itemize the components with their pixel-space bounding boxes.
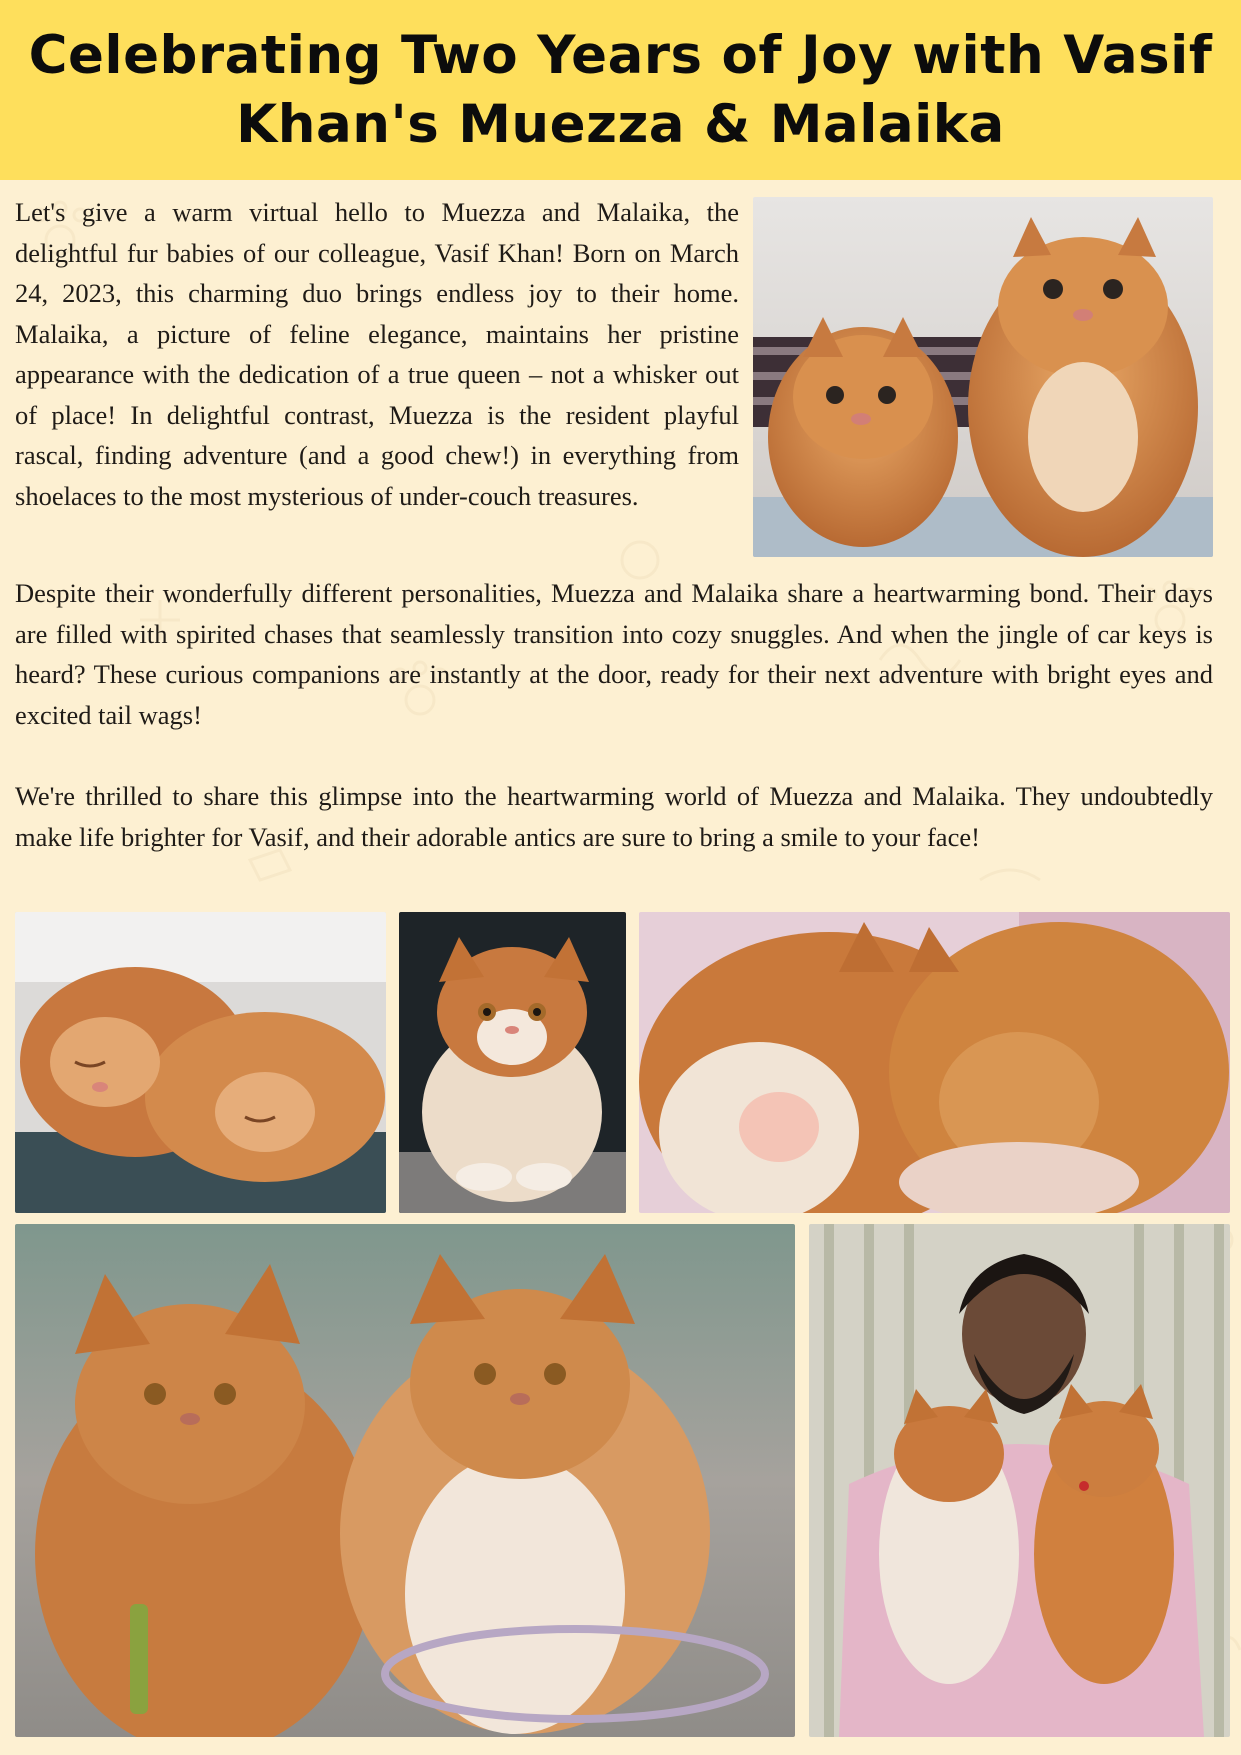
- photo-cats-cuddling: [639, 912, 1230, 1213]
- intro-paragraph: Let's give a warm virtual hello to Muezza and Malaika, the delightful fur babies of our colleague, Vasif Khan! Born on March 24, 2023, this charming duo brings endless joy to their home. Malaika, a picture of feline elegance, maintains her pristine appearance with the dedication of a true queen – not a whisker out of place! In delightful contrast, Muezza is the resident playful rascal, finding adventure (and a good chew!) in everything from shoelaces to the most mysterious of under-couch treasures.: [15, 197, 739, 511]
- title-banner: [0, 0, 1241, 180]
- photo-kittens-sleeping: [15, 912, 386, 1213]
- photo-cat-sitting-dark-background: [399, 912, 626, 1213]
- page-title: Celebrating Two Years of Joy with Vasif Khan's Muezza & Malaika: [28, 25, 1213, 155]
- photo-two-cats-on-leashes: [15, 1224, 795, 1737]
- photo-two-kittens-sitting: [753, 197, 1213, 557]
- photo-vasif-holding-cats: [809, 1224, 1230, 1737]
- closing-paragraph: We're thrilled to share this glimpse into the heartwarming world of Muezza and Malaika. They undoubtedly make life brighter for Vasif, and their adorable antics are sure to bring a smile to your face!: [15, 781, 1213, 852]
- bond-paragraph: Despite their wonderfully different personalities, Muezza and Malaika share a heartwarming bond. Their days are filled with spirited chases that seamlessly transition into cozy snuggles. And when the jingle of car keys is heard? These curious companions are instantly at the door, ready for their next adventure with bright eyes and excited tail wags!: [15, 578, 1213, 730]
